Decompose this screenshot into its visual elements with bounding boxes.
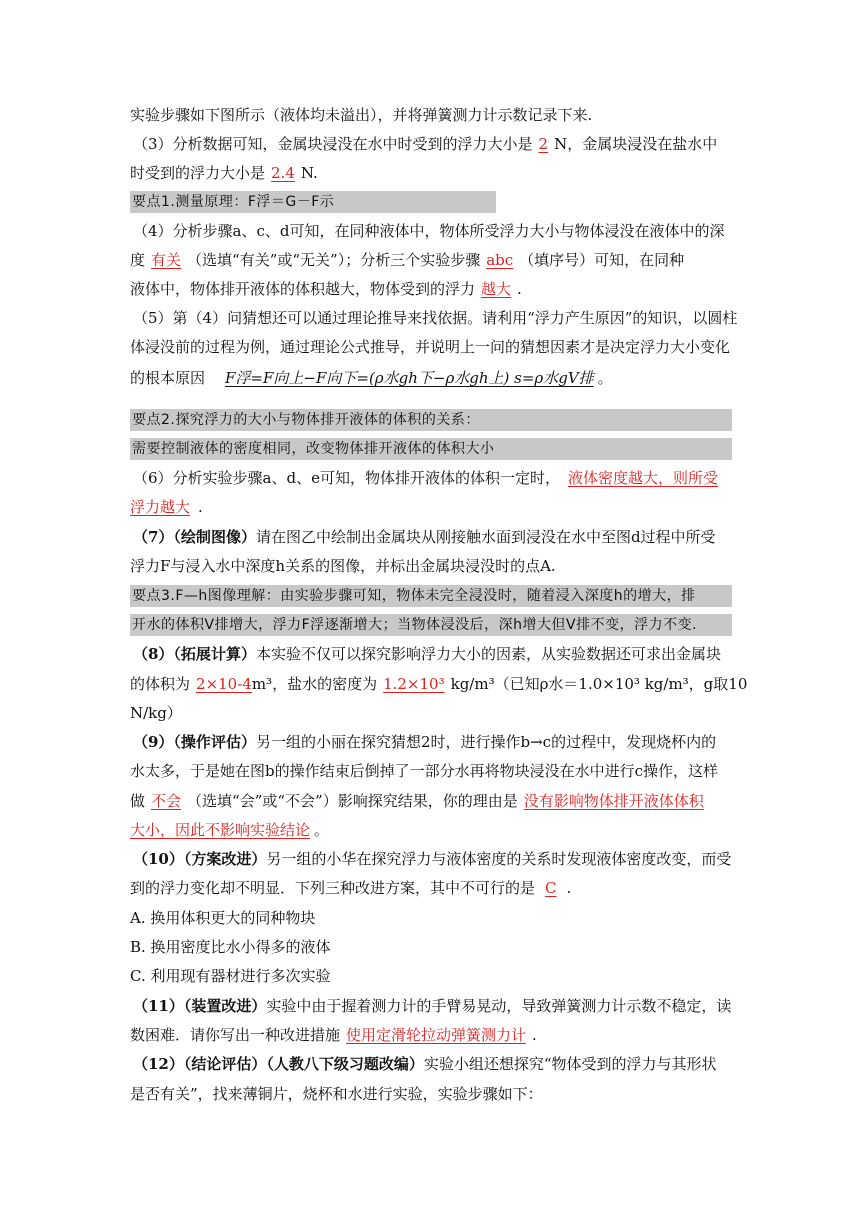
question-4: （4）分析步骤a、c、d可知，在同种液体中，物体所受浮力大小与物体浸没在液体中的深 (133, 222, 725, 240)
answer-blank: 大小，因此不影响实验结论 (130, 821, 311, 839)
answer-blank: C (545, 879, 557, 897)
text-line: 浮力越大 . (130, 498, 203, 516)
text-line: 的体积为 2×10-4m³，盐水的密度为 1.2×10³ kg/m³（已知ρ水＝1.0×10³ kg/m³，g取10 (130, 675, 748, 693)
key-point-1: 要点1.测量原理：F浮＝G－F示 (130, 191, 496, 213)
text-line: 到的浮力变化却不明显．下列三种改进方案，其中不可行的是 C . (130, 879, 572, 897)
option-c: C. 利用现有器材进行多次实验 (130, 967, 331, 985)
text-line: 的根本原因 F浮=F向上−F向下=(ρ水gh下−ρ水gh上) s=ρ水gV排 。 (130, 369, 613, 387)
answer-blank: 液体密度越大，则所受 (567, 469, 718, 487)
option-b: B. 换用密度比水小得多的液体 (130, 938, 331, 956)
text-line: 时受到的浮力大小是 2.4 N. (130, 164, 318, 182)
answer-blank: 1.2×10³ (383, 675, 445, 693)
question-8: （8）（拓展计算）本实验不仅可以探究影响浮力大小的因素，从实验数据还可求出金属块 (133, 645, 721, 663)
question-12: （12）（结论评估）（人教八下级习题改编）实验小组还想探究“物体受到的浮力与其形状 (133, 1055, 717, 1073)
text-line: 数困难．请你写出一种改进措施 使用定滑轮拉动弹簧测力计 . (130, 1026, 537, 1044)
text-line: 实验步骤如下图所示（液体均未溢出），并将弹簧测力计示数记录下来. (130, 106, 593, 124)
question-10: （10）（方案改进）另一组的小华在探究浮力与液体密度的关系时发现液体密度改变，而受 (133, 850, 732, 868)
answer-blank: 2×10-4 (196, 675, 252, 693)
text-line: 做 不会 （选填“会”或“不会”）影响探究结果，你的理由是 没有影响物体排开液体体积 (130, 792, 704, 810)
formula: F浮=F向上−F向下=(ρ水gh下−ρ水gh上) s=ρ水gV排 (225, 369, 594, 387)
text-line: 大小，因此不影响实验结论 。 (130, 821, 330, 839)
text-line: 浮力F与浸入水中深度h关系的图像，并标出金属块浸没时的点A. (130, 557, 556, 575)
question-6: （6）分析实验步骤a、d、e可知，物体排开液体的体积一定时， 液体密度越大，则所受 (133, 469, 718, 487)
key-point-2b: 需要控制液体的密度相同，改变物体排开液体的体积大小 (130, 438, 732, 460)
key-point-2a: 要点2.探究浮力的大小与物体排开液体的体积的关系： (130, 409, 732, 431)
key-point-3a: 要点3.F—h图像理解：由实验步骤可知，物体未完全浸没时，随着浸入深度h的增大，排 (130, 585, 732, 607)
option-a: A. 换用体积更大的同种物块 (130, 909, 316, 927)
text-line: N/kg） (130, 704, 182, 722)
text-line: 体浸没前的过程为例，通过理论公式推导，并说明上一问的猜想因素才是决定浮力大小变化 (130, 338, 731, 356)
question-11: （11）（装置改进）实验中由于握着测力计的手臂易晃动，导致弹簧测力计示数不稳定，读 (133, 997, 732, 1015)
text-line: 液体中，物体排开液体的体积越大，物体受到的浮力 越大 . (130, 280, 522, 298)
key-point-3b: 开水的体积V排增大，浮力F浮逐渐增大；当物体浸没后，深h增大但V排不变，浮力不变. (130, 614, 732, 636)
question-7: （7）（绘制图像）请在图乙中绘制出金属块从刚接触水面到浸没在水中至图d过程中所受 (133, 528, 716, 546)
text-line: 度 有关 （选填“有关”或“无关”）；分析三个实验步骤 abc （填序号）可知，在同种 (130, 251, 685, 269)
answer-blank: 2 (538, 135, 549, 153)
answer-blank: 有关 (151, 251, 182, 269)
question-5: （5）第（4）问猜想还可以通过理论推导来找依据。请利用“浮力产生原因”的知识，以圆柱 (133, 309, 738, 327)
answer-blank: 2.4 (271, 164, 295, 182)
answer-blank: abc (486, 251, 514, 269)
question-9: （9）（操作评估）另一组的小丽在探究猜想2时，进行操作b→c的过程中，发现烧杯内的 (133, 733, 717, 751)
answer-blank: 没有影响物体排开液体体积 (523, 792, 704, 810)
answer-blank: 越大 (481, 280, 512, 298)
answer-blank: 使用定滑轮拉动弹簧测力计 (346, 1026, 527, 1044)
text-line: 水太多，于是她在图b的操作结束后倒掉了一部分水再将物块浸没在水中进行c操作，这样 (130, 762, 719, 780)
question-3: （3）分析数据可知，金属块浸没在水中时受到的浮力大小是 2 N，金属块浸没在盐水中 (133, 135, 718, 153)
answer-blank: 不会 (151, 792, 182, 810)
answer-blank: 浮力越大 (130, 498, 191, 516)
text-line: 是否有关”，找来薄铜片，烧杯和水进行实验，实验步骤如下： (130, 1085, 543, 1103)
